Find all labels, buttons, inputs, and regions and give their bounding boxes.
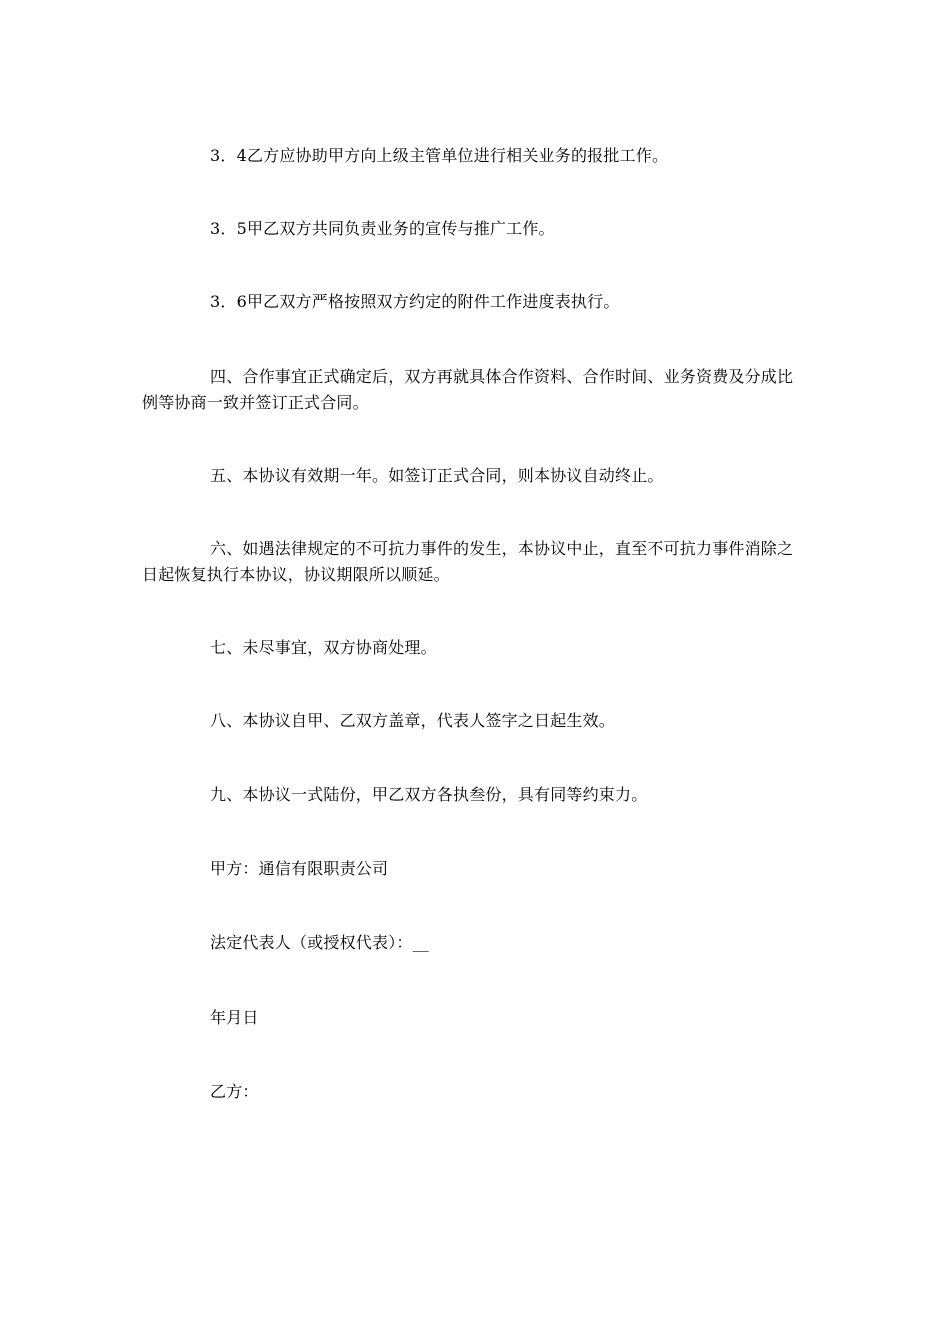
- clause-3-6: 3．6甲乙双方严格按照双方约定的附件工作进度表执行。: [210, 292, 620, 311]
- clause-3-5: 3．5甲乙双方共同负责业务的宣传与推广工作。: [210, 219, 555, 238]
- clause-9: 九、本协议一式陆份，甲乙双方各执叁份，具有同等约束力。: [210, 785, 648, 804]
- clause-6: 六、如遇法律规定的不可抗力事件的发生，本协议中止，直至不可抗力事件消除之日起恢复执行本协议，协议期限所以顺延。: [142, 539, 794, 584]
- clause-8: 八、本协议自甲、乙双方盖章，代表人签字之日起生效。: [210, 711, 616, 730]
- clause-4: 四、合作事宜正式确定后，双方再就具体合作资料、合作时间、业务资费及分成比例等协商一致并签订正式合同。: [142, 367, 794, 412]
- clause-7: 七、未尽事宜，双方协商处理。: [210, 638, 437, 657]
- date-line: 年月日: [210, 1008, 259, 1027]
- legal-representative: 法定代表人（或授权代表）：__: [210, 933, 430, 952]
- party-b-line: 乙方：: [210, 1082, 259, 1101]
- clause-3-4: 3．4乙方应协助甲方向上级主管单位进行相关业务的报批工作。: [210, 146, 669, 165]
- clause-5: 五、本协议有效期一年。如签订正式合同，则本协议自动终止。: [210, 466, 664, 485]
- party-a-line: 甲方：通信有限职责公司: [210, 859, 389, 878]
